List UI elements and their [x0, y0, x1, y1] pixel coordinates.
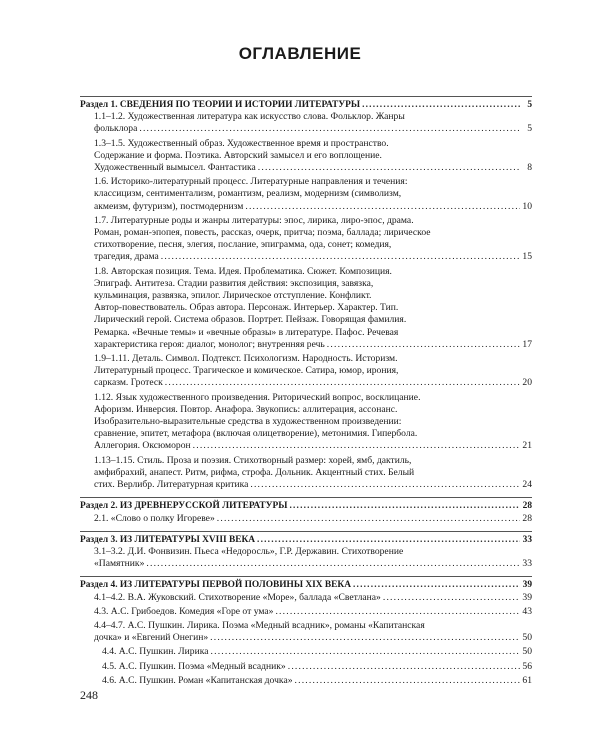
toc-entry-last-line[interactable] [94, 479, 532, 491]
toc-entry-last-line[interactable] [94, 592, 532, 604]
toc-entry[interactable] [80, 353, 532, 390]
toc-entry-line: Роман, роман-эпопея, повесть, рассказ, очерк, притча; поэма, баллада; лирическое [94, 227, 431, 239]
toc-entry-last-line[interactable] [94, 606, 532, 618]
toc-entry-last-line[interactable] [94, 162, 532, 174]
dot-leader [289, 500, 520, 512]
toc-entry-line: Содержание и форма. Поэтика. Авторский замысел и его воплощение. [94, 149, 382, 161]
dot-leader [245, 201, 520, 213]
toc-entry-line: 1.13–1.15. Стиль. Проза и поэзия. Стихотворный размер: хорей, ямб, дактиль, [94, 454, 412, 466]
toc-entry-last-line-text: дочка» и «Евгений Онегин» [94, 632, 209, 644]
toc-entry-last-line-page: 24 [522, 479, 532, 491]
dot-leader [139, 123, 520, 135]
section-heading[interactable] [80, 579, 532, 591]
toc-entry-last-line-text: 4.5. А.С. Пушкин. Поэма «Медный всадник» [102, 660, 286, 672]
section-heading-text: Раздел 3. ИЗ ЛИТЕРАТУРЫ XVIII ВЕКА [80, 534, 256, 545]
toc-entry-last-line[interactable] [94, 440, 532, 452]
toc-entry-last-line-page: 61 [522, 674, 532, 686]
toc-entry-last-line-page: 10 [522, 200, 532, 212]
toc-entry-last-line-page: 33 [522, 558, 532, 570]
toc-section [80, 576, 532, 687]
toc-entry-line: кульминация, развязка, эпилог. Лирическое отступление. Конфликт. [94, 290, 372, 302]
toc-entry-last-line-text: фольклора [94, 123, 138, 135]
toc-entry[interactable] [80, 646, 532, 658]
dot-leader [210, 632, 520, 644]
toc-entry-line: 1.8. Авторская позиция. Тема. Идея. Проблематика. Сюжет. Композиция. [94, 265, 392, 277]
toc-entry[interactable] [80, 661, 532, 673]
toc-entry[interactable] [80, 455, 532, 492]
toc-entry-line: 1.12. Язык художественного произведения. Риторический вопрос, восклицание. [94, 391, 421, 403]
toc-entry[interactable] [80, 620, 532, 644]
toc-entry-line: 1.7. Литературные роды и жанры литературы: эпос, лирика, лиро-эпос, драма. [94, 214, 414, 226]
section-heading[interactable] [80, 99, 532, 111]
page-title: ОГЛАВЛЕНИЕ [238, 44, 362, 63]
toc-entry-last-line-text: характеристика героя: диалог, монолог; внутренняя речь [94, 338, 325, 350]
dot-leader [327, 339, 520, 351]
toc-entry-line: стихотворение, песня, элегия, послание, эпиграмма, ода, сонет; комедия, [94, 239, 392, 251]
section-heading[interactable] [80, 534, 532, 546]
toc-entry-last-line[interactable] [94, 513, 532, 525]
toc-entry-last-line-text: Аллегория. Оксюморон [94, 440, 191, 452]
toc-entry-line: Эпиграф. Антитеза. Стадии развития действия: экспозиция, завязка, [94, 277, 374, 289]
toc-entry-line: 1.3–1.5. Художественный образ. Художественное время и пространство. [94, 137, 389, 149]
section-heading-page: 28 [522, 501, 532, 512]
toc-entry-last-line-text: 4.6. А.С. Пушкин. Роман «Капитанская дочка» [102, 674, 293, 686]
toc-entry-last-line[interactable] [94, 251, 532, 263]
toc-entry-line: Ремарка. «Вечные темы» и «вечные образы» в литературе. Пафос. Речевая [94, 326, 399, 338]
section-heading-page: 33 [522, 534, 532, 545]
dot-leader [275, 606, 520, 618]
toc-entry[interactable] [80, 675, 532, 687]
toc-entry[interactable] [80, 392, 532, 453]
section-heading-page: 39 [522, 580, 532, 591]
toc-entry-last-line-page: 15 [522, 251, 532, 263]
toc-entry-line: 4.4–4.7. А.С. Пушкин. Лирика. Поэма «Медный всадник», романы «Капитанская [94, 619, 425, 631]
section-heading-text: Раздел 4. ИЗ ЛИТЕРАТУРЫ ПЕРВОЙ ПОЛОВИНЫ XIX ВЕКА [80, 580, 351, 591]
dot-leader [165, 377, 520, 389]
toc-entry-last-line-page: 50 [522, 646, 532, 658]
toc-entry-line: 3.1–3.2. Д.И. Фонвизин. Пьеса «Недоросль», Г.Р. Державин. Стихотворение [94, 545, 404, 557]
section-heading-text: Раздел 2. ИЗ ДРЕВНЕРУССКОЙ ЛИТЕРАТУРЫ [80, 501, 288, 512]
dot-leader [146, 558, 520, 570]
toc-entry[interactable] [80, 546, 532, 570]
toc-entry[interactable] [80, 606, 532, 618]
dot-leader [250, 479, 520, 491]
section-heading-page: 5 [527, 100, 532, 110]
toc-entry-line: Автор-повествователь. Образ автора. Персонаж. Интерьер. Характер. Тип. [94, 302, 399, 314]
page-number: 248 [80, 688, 98, 702]
toc-entry-last-line-text: 4.4. А.С. Пушкин. Лирика [102, 646, 209, 658]
dot-leader [211, 646, 521, 658]
section-heading-text: Раздел 1. СВЕДЕНИЯ ПО ТЕОРИИ И ИСТОРИИ ЛИТЕРАТУРЫ [80, 100, 361, 110]
toc-entry-last-line[interactable] [94, 558, 532, 570]
toc-entry-last-line-page: 20 [522, 377, 532, 389]
toc-entry-line: классицизм, сентиментализм, романтизм, реализм, модернизм (символизм, [94, 188, 402, 200]
toc-entry-last-line[interactable] [94, 123, 532, 135]
toc-entry-line: сравнение, эпитет, метафора (включая олицетворение), метонимия. Гипербола. [94, 428, 418, 440]
toc-entry-last-line[interactable] [94, 377, 532, 389]
toc-entry[interactable] [80, 266, 532, 351]
toc-entry-line: Изобразительно-выразительные средства в художественном произведении: [94, 416, 402, 428]
toc-entry-line: Лирический герой. Система образов. Портрет. Пейзаж. Говорящая фамилия. [94, 314, 407, 326]
toc-entry-last-line-text: «Памятник» [94, 558, 145, 570]
toc-section [80, 531, 532, 571]
toc-entry[interactable] [80, 176, 532, 213]
dot-leader [353, 579, 520, 591]
toc-entry-last-line-page: 50 [522, 632, 532, 644]
toc-entry-last-line[interactable] [94, 632, 532, 644]
toc-entry-last-line-text: акмеизм, футуризм), постмодернизм [94, 200, 244, 212]
dot-leader [288, 661, 520, 673]
toc-entry-last-line-page: 56 [522, 660, 532, 672]
toc-entry-last-line-text: 4.1–4.2. В.А. Жуковский. Стихотворение «Море», баллада «Светлана» [94, 591, 381, 603]
toc-entry-last-line-page: 17 [522, 338, 532, 350]
toc-entry-last-line[interactable] [94, 201, 532, 213]
toc-entry-line: Литературный процесс. Трагическое и комическое. Сатира, юмор, ирония, [94, 365, 399, 377]
toc-section [80, 96, 532, 491]
dot-leader [258, 162, 520, 174]
toc-entry-last-line-text: Художественный вымысел. Фантастика [94, 162, 256, 174]
dot-leader [257, 534, 520, 546]
toc-entry[interactable] [80, 111, 532, 135]
toc-entry-last-line-text: 4.3. А.С. Грибоедов. Комедия «Горе от ума» [94, 605, 274, 617]
toc-entry-last-line-page: 21 [522, 440, 532, 452]
toc-entry[interactable] [80, 215, 532, 264]
toc-entry-line: амфибрахий, анапест. Ритм, рифма, строфа. Дольник. Акцентный стих. Белый [94, 466, 415, 478]
toc-entry[interactable] [80, 138, 532, 175]
toc-entry-last-line-text: трагедия, драма [94, 251, 159, 263]
dot-leader [161, 251, 520, 263]
toc-entry[interactable] [80, 592, 532, 604]
toc-entry-last-line-page: 43 [522, 605, 532, 617]
dot-leader [362, 99, 520, 111]
dot-leader [217, 513, 520, 525]
toc-entry-last-line[interactable] [94, 339, 532, 351]
toc-entry-line: 1.1–1.2. Художественная литература как искусство слова. Фольклор. Жанры [94, 111, 405, 123]
toc-entry-line: 1.9–1.11. Деталь. Символ. Подтекст. Психологизм. Народность. Историзм. [94, 353, 398, 365]
toc-section [80, 497, 532, 524]
toc-entry-line: 1.6. Историко-литературный процесс. Литературные направления и течения: [94, 176, 408, 188]
toc-entry-last-line-page: 5 [527, 123, 532, 135]
toc-entry-last-line[interactable] [102, 661, 532, 673]
section-heading[interactable] [80, 500, 532, 512]
toc-entry-last-line-page: 28 [522, 512, 532, 524]
toc-entry-last-line-text: 2.1. «Слово о полку Игореве» [94, 512, 215, 524]
toc-entry-last-line[interactable] [102, 646, 532, 658]
dot-leader [383, 592, 520, 604]
table-of-contents [80, 96, 532, 693]
dot-leader [295, 675, 521, 687]
dot-leader [193, 440, 520, 452]
toc-entry[interactable] [80, 513, 532, 525]
toc-entry-last-line-text: стих. Верлибр. Литературная критика [94, 479, 249, 491]
toc-entry-last-line[interactable] [102, 675, 532, 687]
toc-entry-last-line-page: 39 [522, 591, 532, 603]
toc-entry-line: Афоризм. Инверсия. Повтор. Анафора. Звукопись: аллитерация, ассонанс. [94, 403, 398, 415]
toc-entry-last-line-page: 8 [527, 162, 532, 174]
toc-entry-last-line-text: сарказм. Гротеск [94, 377, 163, 389]
